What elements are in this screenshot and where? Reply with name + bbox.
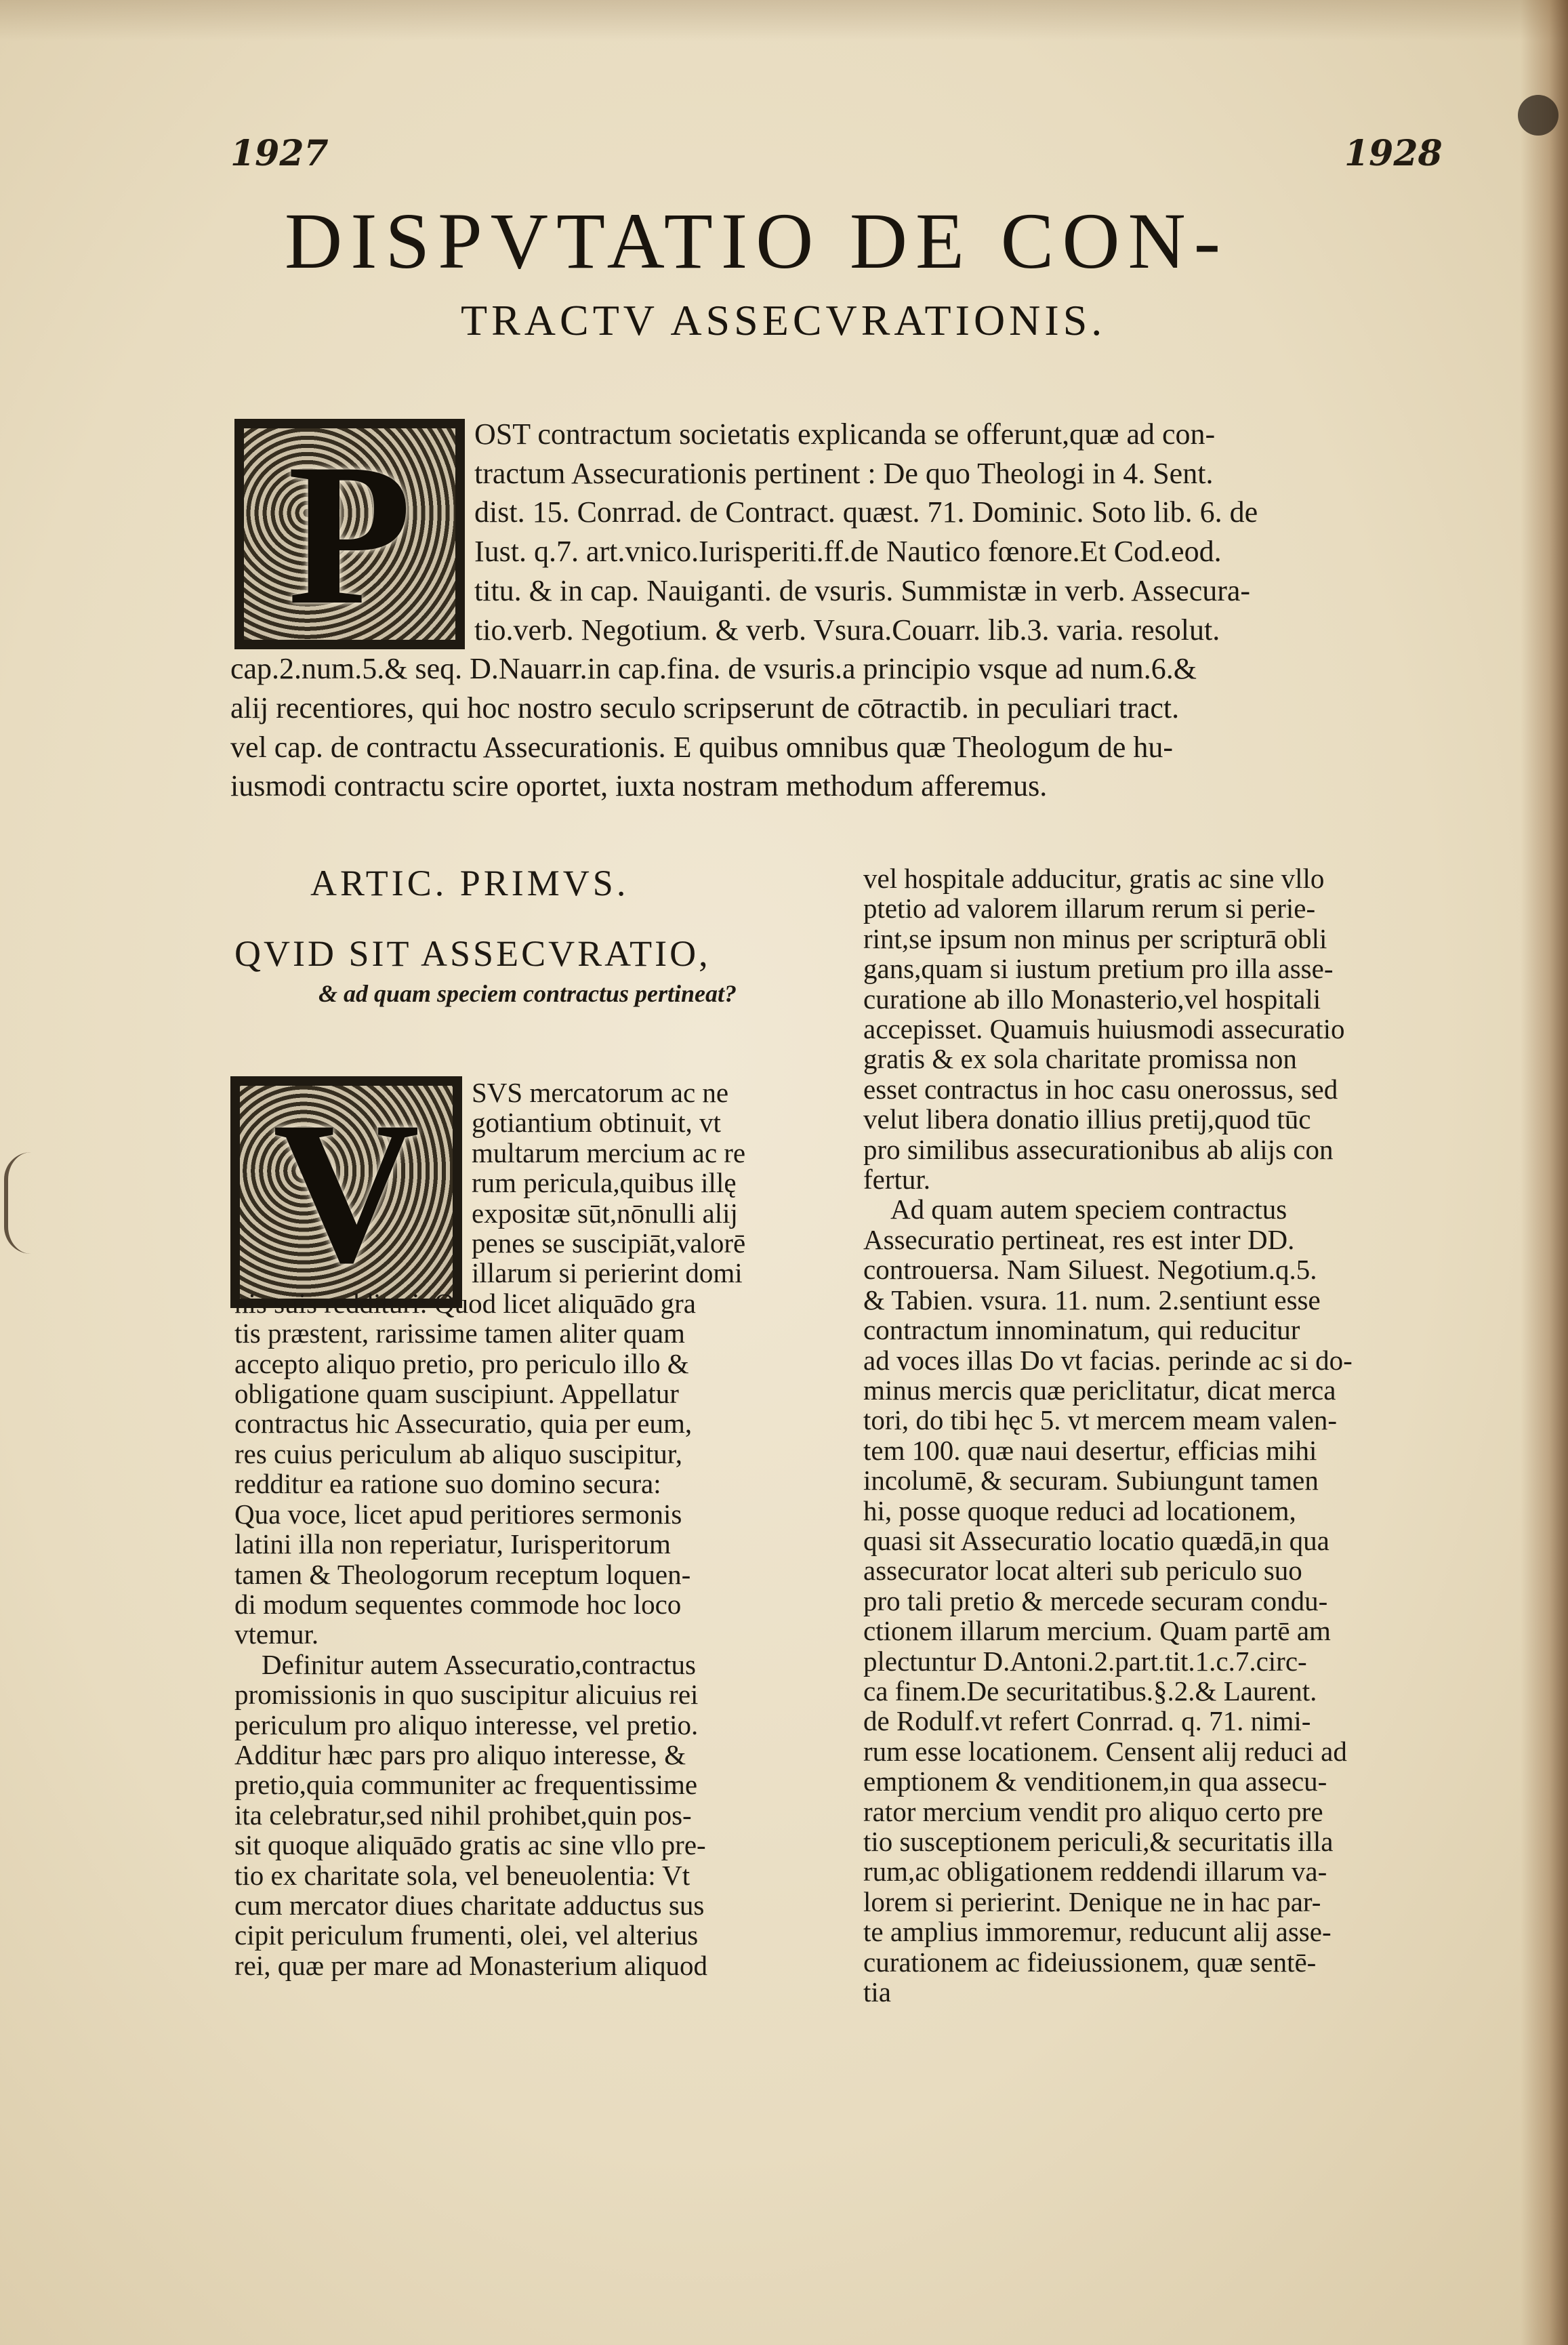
- dropcap-letter: P: [287, 421, 412, 647]
- text-line: promissionis in quo suscipitur alicuius rei: [234, 1679, 699, 1711]
- text-line: cipit periculum frumenti, olei, vel alterius: [234, 1919, 699, 1951]
- text-line: vtemur.: [234, 1618, 319, 1650]
- text-line: sit quoque aliquādo gratis ac sine vllo pre-: [234, 1829, 706, 1861]
- text-line: latini illa non reperiatur, Iurisperitorum: [234, 1528, 671, 1560]
- text-line: Ad quam autem speciem contractus: [890, 1194, 1287, 1225]
- text-line: tio.verb. Negotium. & verb. Vsura.Couarr. lib.3. varia. resolut.: [474, 613, 1220, 647]
- intro-paragraph: [230, 415, 1423, 806]
- text-line: quasi sit Assecuratio locatio quædā,in qua: [863, 1524, 1329, 1556]
- page-top-shadow: [0, 0, 1568, 41]
- text-line: tamen & Theologorum receptum loquen-: [234, 1558, 691, 1590]
- text-line: assecurator locat alteri sub periculo suo: [863, 1555, 1302, 1587]
- text-line: rint,se ipsum non minus per scripturā obli: [863, 922, 1327, 954]
- text-line: tem 100. quæ naui desertur, efficias mihi: [863, 1434, 1317, 1466]
- text-line: fertur.: [863, 1164, 931, 1196]
- page-number-left: 1927: [230, 133, 329, 174]
- text-line: accepisset. Quamuis huiusmodi assecuratio: [863, 1013, 1345, 1045]
- text-line: nis suis reddituri: Quod licet aliquādo gra: [234, 1287, 696, 1319]
- text-line: incolumē, & securam. Subiungunt tamen: [863, 1465, 1319, 1496]
- text-line: tia: [863, 1976, 891, 2008]
- text-line: SVS mercatorum ac ne: [472, 1077, 729, 1108]
- text-line: res cuius periculum ab aliquo suscipitur,: [234, 1437, 683, 1469]
- margin-ink-mark: [4, 1152, 35, 1254]
- text-line: ptetio ad valorem illarum rerum si perie-: [863, 893, 1316, 924]
- text-line: plectuntur D.Antoni.2.part.tit.1.c.7.circ-: [863, 1645, 1307, 1677]
- text-line: tis præstent, rarissime tamen aliter quam: [234, 1318, 685, 1349]
- text-line: ca finem.De securitatibus.§.2.& Laurent.: [863, 1675, 1317, 1707]
- text-line: controuersa. Nam Siluest. Negotium.q.5.: [863, 1254, 1317, 1286]
- title-line-1: DISPVTATIO DE CON-: [285, 197, 1229, 285]
- text-line: curatione ab illo Monasterio,vel hospitali: [863, 983, 1321, 1015]
- text-line: tio susceptionem periculi,& securitatis illa: [863, 1826, 1334, 1857]
- text-line: di modum sequentes commode hoc loco: [234, 1588, 682, 1620]
- title-line-2: TRACTV ASSECVRATIONIS.: [461, 296, 1107, 344]
- text-line: de Rodulf.vt refert Conrrad. q. 71. nimi-: [863, 1705, 1311, 1737]
- text-line: lorem si perierint. Denique ne in hac par-: [863, 1885, 1321, 1917]
- text-line: accepto aliquo pretio, pro periculo illo &: [234, 1347, 689, 1379]
- text-line: velut libera donatio illius pretij,quod tūc: [863, 1103, 1311, 1135]
- text-line: multarum mercium ac re: [472, 1137, 746, 1168]
- question-subheading: & ad quam speciem contractus pertineat?: [318, 980, 737, 1007]
- text-line: alij recentiores, qui hoc nostro seculo scripserunt de cōtractib. in peculiari tract.: [230, 691, 1180, 725]
- text-line: ita celebratur,sed nihil prohibet,quin pos-: [234, 1799, 692, 1831]
- text-line: tio ex charitate sola, vel beneuolentia: Vt: [234, 1859, 690, 1891]
- text-line: rum pericula,quibus illę: [472, 1167, 737, 1199]
- text-line: penes se suscipiāt,valorē: [472, 1227, 746, 1259]
- text-line: titu. & in cap. Nauiganti. de vsuris. Summistæ in verb. Assecura-: [474, 573, 1251, 607]
- text-line: rum esse locationem. Censent alij reduci ad: [863, 1735, 1347, 1767]
- text-line: expositæ sūt,nōnulli alij: [472, 1197, 738, 1229]
- text-line: gans,quam si iustum pretium pro illa asse-: [863, 953, 1334, 985]
- right-column-text: [863, 863, 1426, 2007]
- text-line: tori, do tibi hęc 5. vt mercem meam valen-: [863, 1404, 1338, 1436]
- text-line: cap.2.num.5.& seq. D.Nauarr.in cap.fina. de vsuris.a principio vsque ad num.6.&: [230, 652, 1197, 686]
- article-heading: ARTIC. PRIMVS.: [310, 863, 630, 903]
- text-line: te amplius immoremur, reducunt alij asse-: [863, 1916, 1332, 1948]
- text-line: cum mercator diues charitate adductus sus: [234, 1889, 705, 1921]
- question-heading: QVID SIT ASSECVRATIO,: [234, 933, 711, 974]
- text-line: dist. 15. Conrrad. de Contract. quæst. 71. Dominic. Soto lib. 6. de: [474, 495, 1258, 529]
- text-line: esset contractus in hoc casu onerossus, sed: [863, 1073, 1338, 1105]
- text-line: curationem ac fideiussionem, quæ sentē-: [863, 1946, 1317, 1978]
- text-line: emptionem & venditionem,in qua assecu-: [863, 1766, 1327, 1797]
- text-line: rei, quæ per mare ad Monasterium aliquod: [234, 1949, 707, 1981]
- text-line: hi, posse quoque reduci ad locationem,: [863, 1494, 1296, 1526]
- text-line: rum,ac obligationem reddendi illarum va-: [863, 1856, 1327, 1888]
- text-line: gotiantium obtinuit, vt: [472, 1107, 721, 1139]
- text-line: pro similibus assecurationibus ab alijs con: [863, 1133, 1334, 1165]
- text-line: pro tali pretio & mercede securam condu-: [863, 1585, 1328, 1616]
- text-line: Definitur autem Assecuratio,contractus: [262, 1648, 696, 1680]
- text-line: & Tabien. vsura. 11. num. 2.sentiunt esse: [863, 1284, 1321, 1316]
- dropcap-letter: V: [272, 1079, 420, 1305]
- text-line: contractum innominatum, qui reducitur: [863, 1314, 1300, 1346]
- ink-blot: [1518, 95, 1559, 136]
- text-line: minus mercis quæ periclitatur, dicat merca: [863, 1374, 1336, 1406]
- text-line: vel hospitale adducitur, gratis ac sine vllo: [863, 863, 1325, 894]
- text-line: obligatione quam suscipiunt. Appellatur: [234, 1378, 679, 1410]
- text-line: rator mercium vendit pro aliquo certo pre: [863, 1795, 1323, 1827]
- text-line: Assecuratio pertineat, res est inter DD.: [863, 1223, 1295, 1255]
- text-line: contractus hic Assecuratio, quia per eum,: [234, 1408, 693, 1440]
- page-number-right: 1928: [1344, 133, 1443, 174]
- text-line: vel cap. de contractu Assecurationis. E quibus omnibus quæ Theologum de hu-: [230, 730, 1174, 764]
- text-line: ad voces illas Do vt facias. perinde ac si do-: [863, 1344, 1353, 1376]
- text-line: Qua voce, licet apud peritiores sermonis: [234, 1498, 682, 1530]
- text-line: Additur hæc pars pro aliquo interesse, &: [234, 1738, 686, 1770]
- text-line: gratis & ex sola charitate promissa non: [863, 1043, 1297, 1075]
- text-line: Iust. q.7. art.vnico.Iurisperiti.ff.de Nautico fœnore.Et Cod.eod.: [474, 535, 1222, 569]
- text-line: periculum pro aliquo interesse, vel pretio.: [234, 1709, 699, 1740]
- text-line: illarum si perierint domi: [472, 1257, 743, 1289]
- text-line: redditur ea ratione suo domino secura:: [234, 1468, 661, 1500]
- text-line: iusmodi contractu scire oportet, iuxta nostram methodum afferemus.: [230, 769, 1048, 803]
- text-line: pretio,quia communiter ac frequentissime: [234, 1769, 698, 1801]
- left-column-text: [234, 1078, 790, 1980]
- text-line: tractum Assecurationis pertinent : De quo Theologi in 4. Sent.: [474, 456, 1214, 490]
- text-line: OST contractum societatis explicanda se offerunt,quæ ad con-: [474, 417, 1216, 451]
- page-binding-shadow: [1521, 0, 1568, 2345]
- text-line: ctionem illarum mercium. Quam partē am: [863, 1615, 1331, 1647]
